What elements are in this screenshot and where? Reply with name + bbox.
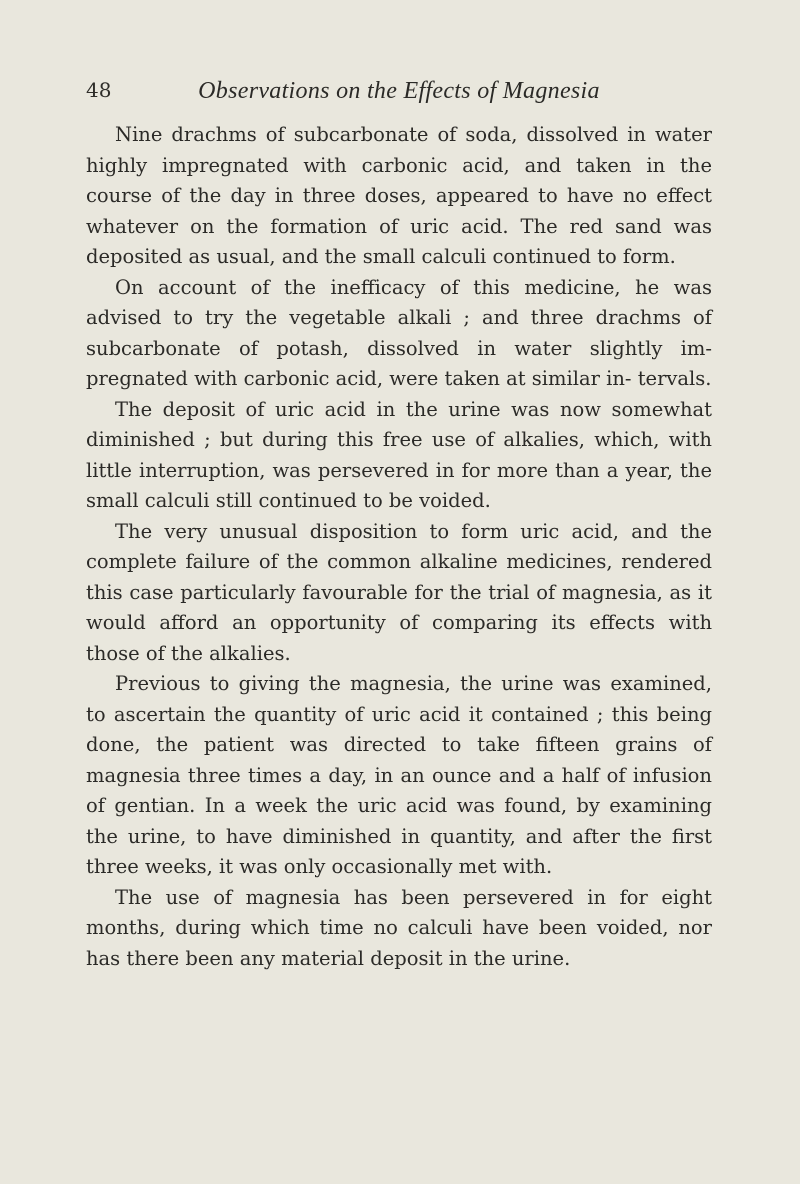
running-title: Observations on the Effects of Magnesia bbox=[198, 78, 600, 104]
paragraph-2: On account of the inefficacy of this medicine, he was advised to try the vegetable alkali ; and three drachms of subcarbonate of potash, dissolved in water slightly im- pregnated with carbonic acid, were taken at similar in- tervals. bbox=[86, 275, 712, 390]
paragraph-3: The deposit of uric acid in the urine was now somewhat diminished ; but during this free use of alkalies, which, with little interruption, was persevered in for more than a year, the small calculi still continued to be voided. bbox=[86, 397, 712, 512]
paragraph-5: Previous to giving the magnesia, the urine was examined, to ascertain the quantity of uric acid it contained ; this being done, the patient was directed to take fifteen grains of magnesia three times a day, in an ounce and a half of infusion of gentian. In a week the uric acid was found, by examining the urine, to have diminished in quantity, and after the first three weeks, it was only occasionally met with. bbox=[86, 672, 712, 878]
paragraph-4: The very unusual disposition to form uric acid, and the complete failure of the common alkaline medicines, rendered this case particularly favourable for the trial of magnesia, as it would afford an opportunity of comparing its effects with those of the alkalies. bbox=[86, 519, 712, 665]
body-text bbox=[86, 120, 712, 974]
page-number: 48 bbox=[86, 78, 112, 102]
page-header bbox=[86, 78, 712, 110]
paragraph-6: The use of magnesia has been persevered in for eight months, during which time no calculi have been voided, nor has there been any material deposit in the urine. bbox=[86, 885, 712, 970]
paragraph-1: Nine drachms of subcarbonate of soda, dissolved in water highly impregnated with carbonic acid, and taken in the course of the day in three doses, appeared to have no effect whatever on the formation of uric acid. The red sand was deposited as usual, and the small calculi continued to form. bbox=[86, 123, 712, 268]
